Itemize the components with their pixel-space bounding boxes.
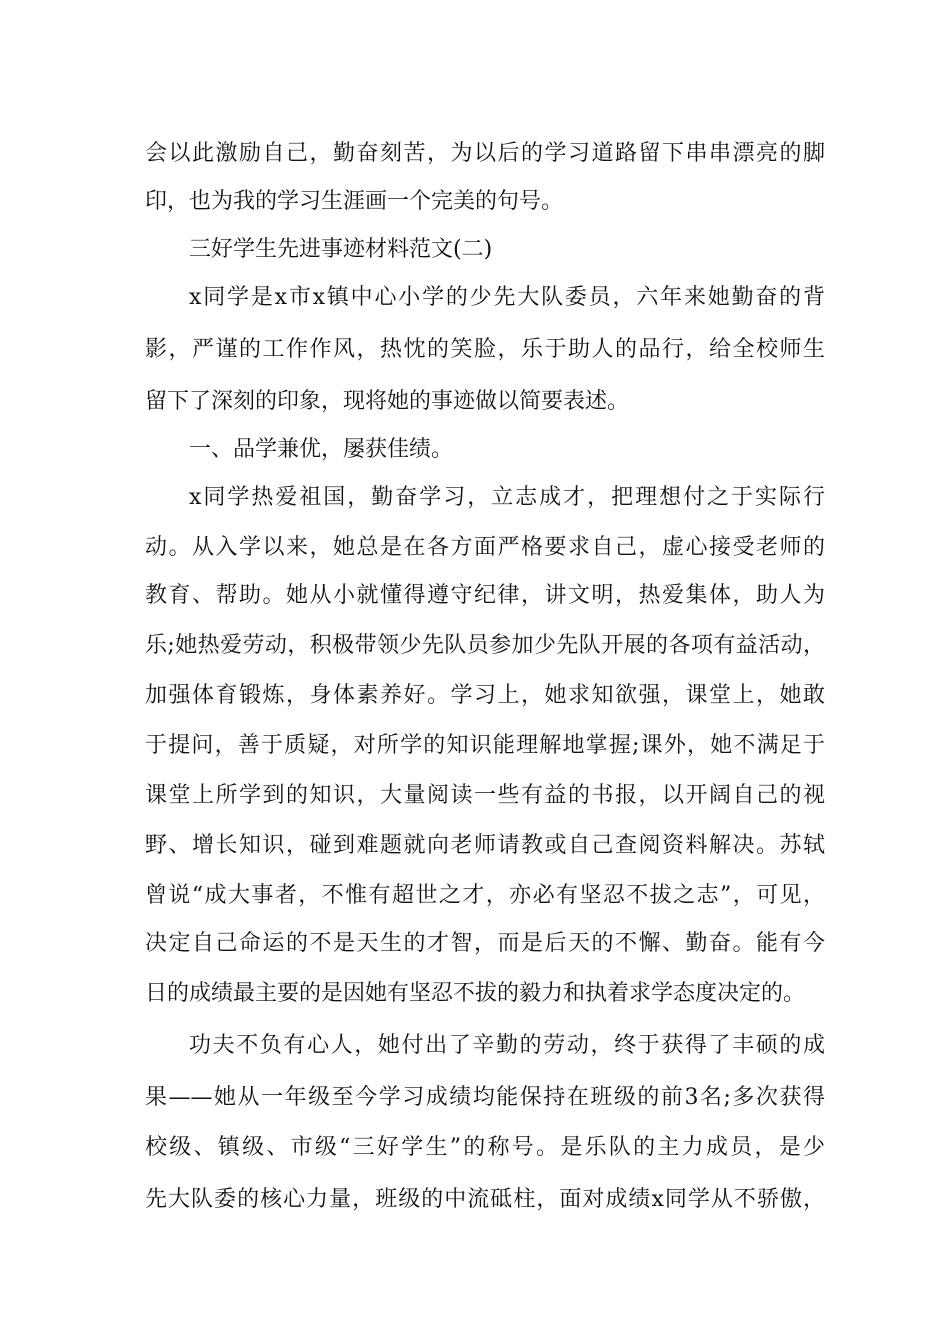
text-line: 先大队委的核心力量，班级的中流砥柱，面对成绩x同学从不骄傲，: [145, 1187, 825, 1212]
text-line: x同学热爱祖国，勤奋学习，立志成才，把理想付之于实际行: [189, 485, 825, 510]
text-line: 果——她从一年级至今学习成绩均能保持在班级的前3名;多次获得: [145, 1085, 825, 1110]
text-line: 教育、帮助。她从小就懂得遵守纪律，讲文明，热爱集体，助人为: [145, 583, 825, 608]
section-heading: 一、品学兼优，屡获佳绩。: [189, 437, 454, 462]
text-line: 影，严谨的工作作风，热忱的笑脸，乐于助人的品行，给全校师生: [145, 337, 825, 362]
section-title: 三好学生先进事迹材料范文(二): [189, 237, 493, 262]
text-line: 野、增长知识，碰到难题就向老师请教或自己查阅资料解决。苏轼: [145, 833, 825, 858]
text-line: 日的成绩最主要的是因她有坚忍不拔的毅力和执着求学态度决定的。: [145, 981, 806, 1006]
text-line: 曾说“成大事者，不惟有超世之才，亦必有坚忍不拔之志”，可见，: [145, 883, 825, 908]
text-line: 于提问，善于质疑，对所学的知识能理解地掌握;课外，她不满足于: [145, 733, 825, 758]
text-line: x同学是x市x镇中心小学的少先大队委员，六年来她勤奋的背: [189, 285, 825, 310]
text-line: 课堂上所学到的知识，大量阅读一些有益的书报，以开阔自己的视: [145, 783, 825, 808]
text-line: 决定自己命运的不是天生的才智，而是后天的不懈、勤奋。能有今: [145, 931, 825, 956]
text-line: 动。从入学以来，她总是在各方面严格要求自己，虚心接受老师的: [145, 535, 825, 560]
text-line: 印，也为我的学习生涯画一个完美的句号。: [145, 189, 564, 214]
text-line: 留下了深刻的印象，现将她的事迹做以简要表述。: [145, 389, 630, 414]
text-line: 加强体育锻炼，身体素养好。学习上，她求知欲强，课堂上，她敢: [145, 683, 825, 708]
text-line: 乐;她热爱劳动，积极带领少先队员参加少先队开展的各项有益活动，: [145, 633, 825, 658]
text-line: 校级、镇级、市级“三好学生”的称号。是乐队的主力成员，是少: [145, 1135, 825, 1160]
text-line: 功夫不负有心人，她付出了辛勤的劳动，终于获得了丰硕的成: [189, 1033, 825, 1058]
text-line: 会以此激励自己，勤奋刻苦，为以后的学习道路留下串串漂亮的脚: [145, 141, 825, 166]
